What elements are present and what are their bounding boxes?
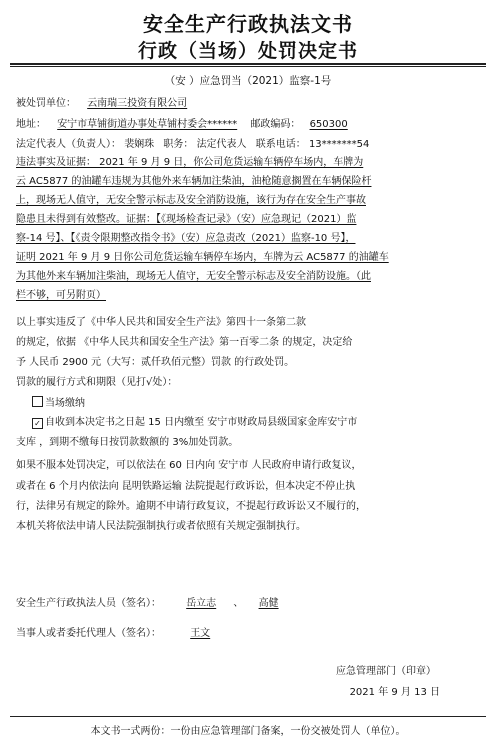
party-name-value: 云南瑞三投资有限公司 (87, 98, 188, 109)
facts-line: 云 AC5877 的油罐车违规为其他外来车辆加注柴油，油枪随意搁置在车辆保险杆 (16, 176, 372, 187)
officer-signature-line: 安全生产行政执法人员（签名）： 岳立志 、 高健 (16, 598, 279, 609)
party-address-value: 安宁市草铺街道办事处草铺村委会****** (57, 119, 238, 130)
document-number: （安 ）应急罚当（2021）监察-1号 (164, 75, 332, 87)
party-position-label: 职务： (163, 139, 194, 150)
title-divider-top (10, 63, 486, 65)
payment-option-deadline (16, 416, 482, 429)
party-signature-line (16, 627, 482, 640)
payment-intro: 罚款的履行方式和期限（见打√处）： (16, 377, 178, 388)
facts-line: 隐患且未得到有效整改。证据：【《现场检查记录》（安）应急现记（2021）监 (16, 214, 357, 225)
officer-signature-2: 高健 (258, 598, 279, 609)
legal-basis-line: 的规定，依据 《中华人民共和国安全生产法》第一百零二条 的规定，决定给 (16, 337, 353, 348)
party-signature: 王文 (190, 628, 211, 639)
remedy-line: 如果不服本处罚决定，可以依法在 60 日内向 安宁市 人民政府申请行政复议， (16, 460, 362, 471)
footer-divider (10, 716, 486, 717)
issuing-authority: 应急管理部门（印章） (336, 666, 436, 677)
officer-signature-1: 岳立志 (186, 598, 217, 609)
legal-basis-line: 以上事实违反了《中华人民共和国安全生产法》第四十一条第二款 (16, 317, 306, 328)
unchecked-box-icon[interactable] (32, 396, 43, 407)
party-rep-line (16, 138, 482, 151)
facts-line: 察-14 号】、【《责令限期整改指令书》（安）应急责改（2021）监察-10 号】， (16, 233, 356, 244)
facts-line: 为其他外来车辆加注柴油，现场无人值守，无安全警示标志及安全消防设施。（此 (16, 271, 371, 282)
party-name-label: 被处罚单位： (16, 98, 76, 109)
penalty-amount-line: 予 人民币 2900 元（大写：贰仟玖佰元整）罚款 的行政处罚。 (16, 357, 295, 368)
party-rep-value: 裴娴珠 (124, 139, 155, 150)
issue-date: 2021 年 9 月 13 日 (349, 687, 440, 698)
party-phone-label: 联系电话： (255, 139, 306, 150)
postcode-label: 邮政编码： (250, 119, 301, 130)
party-name-line (16, 97, 482, 110)
payment-option-deadline-label: 自收到本决定书之日起 15 日内缴至 安宁市财政局县级国家金库安宁市 (45, 417, 358, 428)
facts-line: 上，现场无人值守，无安全警示标志及安全消防设施，该行为存在安全生产事故 (16, 195, 366, 206)
remedy-line: 或者在 6 个月内依法向 昆明铁路运输 法院提起行政诉讼，但本决定不停止执 (16, 481, 356, 492)
document-series-title: 安全生产行政执法文书 (143, 12, 353, 36)
party-address-line (16, 118, 482, 131)
party-address-label: 地址： (16, 119, 46, 130)
checked-box-icon[interactable]: ✓ (32, 418, 43, 429)
payment-option-onsite (16, 396, 482, 410)
party-position-value: 法定代表人 (196, 139, 247, 150)
document-title: 行政（当场）处罚决定书 (137, 40, 358, 62)
facts-line: 栏不够，可另附页） (16, 290, 106, 301)
remedy-line: 行，法律另有规定的除外。逾期不申请行政复议，不提起行政诉讼又不履行的， (16, 501, 366, 512)
party-signature-label: 当事人或者委托代理人（签名）： (16, 628, 161, 639)
officer-signature-label: 安全生产行政执法人员（签名）： (16, 598, 161, 609)
party-phone-value: 13*******54 (308, 139, 370, 150)
payment-option-onsite-label: 当场缴纳 (45, 398, 85, 409)
postcode-value: 650300 (309, 119, 348, 130)
facts-line: 证明 2021 年 9 月 9 日你公司危货运输车辆停车场内，车牌为云 AC5877 的油罐车 (16, 252, 389, 263)
footer-note: 本文书一式两份：一份由应急管理部门备案，一份交被处罚人（单位）。 (90, 726, 406, 737)
party-rep-label: 法定代表人（负责人）： (16, 139, 121, 150)
title-divider-bottom (10, 66, 486, 67)
payment-deadline-cont: 支库 ，到期不缴每日按罚款数额的 3%加处罚款。 (16, 437, 239, 448)
remedy-line: 本机关将依法申请人民法院强制执行或者依照有关规定强制执行。 (16, 521, 306, 532)
facts-line: 违法事实及证据： 2021 年 9 月 9 日，你公司危货运输车辆停车场内，车牌为 (16, 157, 364, 168)
